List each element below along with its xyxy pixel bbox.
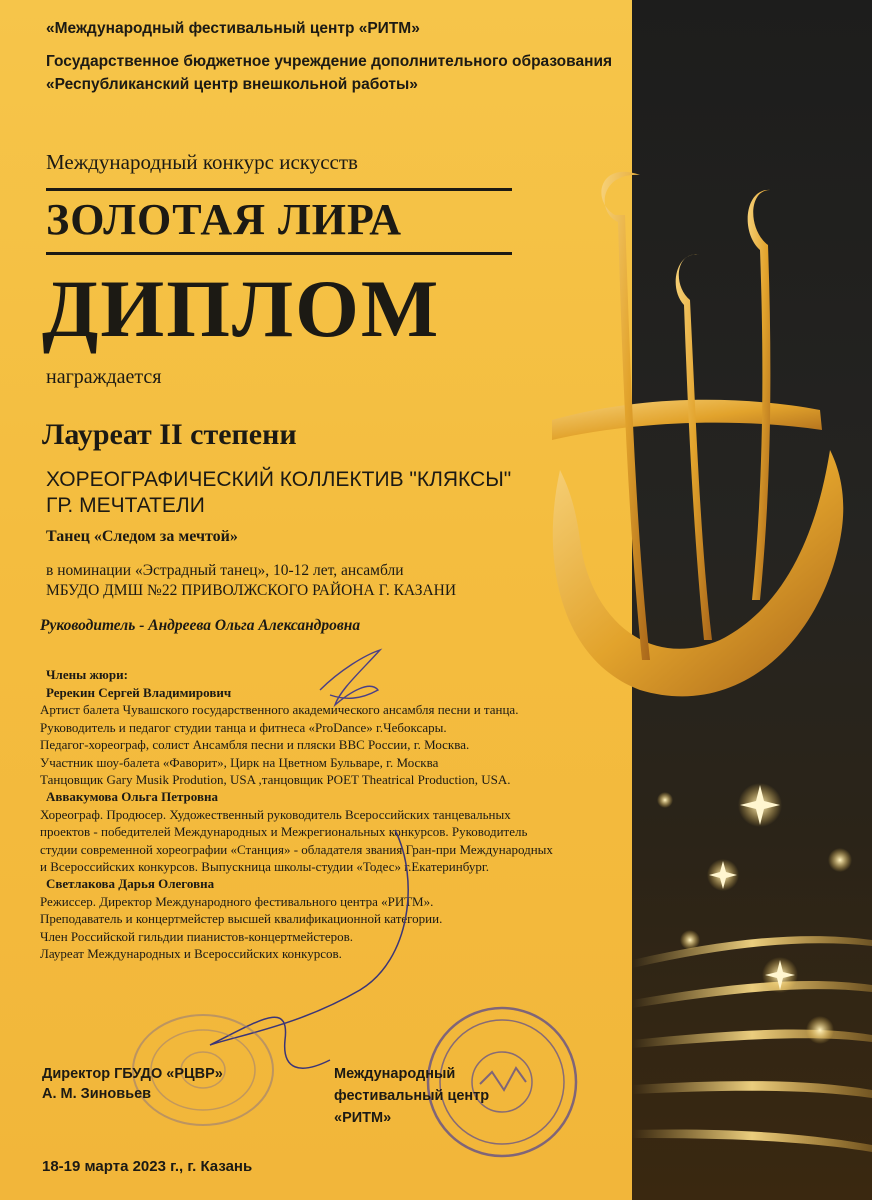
diploma-heading: ДИПЛОМ	[42, 263, 441, 354]
collective-group: ГР. МЕЧТАТЕЛИ	[46, 494, 205, 517]
org-line-3: «Республиканский центр внешкольной работы»	[46, 76, 418, 93]
awarded-label: награждается	[46, 366, 162, 388]
leader-name: Руководитель - Андреева Ольга Александровна	[40, 617, 361, 634]
festival-line-2: фестивальный центр	[334, 1088, 490, 1104]
director-name: А. М. Зиновьев	[42, 1086, 152, 1102]
nomination: в номинации «Эстрадный танец», 10-12 лет, ансамбли	[46, 562, 404, 579]
jury-member-name: Аввакумова Ольга Петровна	[46, 789, 218, 805]
jury-member-bio-line: Педагог-хореограф, солист Ансамбля песни и пляски ВВС России, г. Москва.	[40, 737, 470, 753]
laureate-degree: Лауреат II степени	[42, 418, 297, 451]
contest-name: ЗОЛОТАЯ ЛИРА	[46, 195, 403, 244]
jury-title: Члены жюри:	[46, 667, 128, 682]
jury-member-bio-line: Преподаватель и концертмейстер высшей квалификационной категории.	[40, 911, 443, 927]
jury-member-bio-line: Участник шоу-балета «Фаворит», Цирк на Цветном Бульваре, г. Москва	[40, 754, 439, 770]
dance-title: Танец «Следом за мечтой»	[46, 528, 238, 545]
festival-line-3: «РИТМ»	[334, 1110, 392, 1126]
jury-member-bio-line: Танцовщик Gary Musik Prodution, USA ,танцовщик POET Theatrical Production, USA.	[40, 772, 511, 787]
jury-member-bio-line: проектов - победителей Международных и Межрегиональных конкурсов. Руководитель	[40, 824, 528, 840]
jury-member-bio-line: студии современной хореографии «Станция» - обладателя звания Гран-при Международных	[40, 841, 553, 857]
jury-member-bio-line: Член Российской гильдии пианистов-концертмейстеров.	[40, 928, 353, 944]
jury-member-bio-line: Режиссер. Директор Международного фестивального центра «РИТМ».	[40, 893, 434, 909]
contest-title: Международный конкурс искусств	[46, 150, 358, 174]
festival-line-1: Международный	[334, 1066, 456, 1082]
date-place: 18-19 марта 2023 г., г. Казань	[42, 1158, 253, 1175]
jury-member-bio-line: и Всероссийских конкурсов. Выпускница школы-студии «Тодес» г.Екатеринбург.	[40, 859, 489, 874]
jury-member-name: Светлакова Дарья Олеговна	[46, 876, 215, 892]
jury-member-bio-line: Руководитель и педагог студии танца и фитнеса «ProDance» г.Чебоксары.	[40, 719, 447, 735]
collective-name: ХОРЕОГРАФИЧЕСКИЙ КОЛЛЕКТИВ "КЛЯКСЫ"	[46, 468, 512, 491]
org-line-2: Государственное бюджетное учреждение дополнительного образования	[46, 53, 613, 70]
jury-member-name: Ререкин Сергей Владимирович	[46, 685, 232, 700]
school-name: МБУДО ДМШ №22 ПРИВОЛЖСКОГО РАЙОНА Г. КАЗАНИ	[46, 582, 457, 599]
org-line-1: «Международный фестивальный центр «РИТМ»	[46, 20, 420, 37]
jury-member-bio-line: Лауреат Международных и Всероссийских конкурсов.	[40, 946, 342, 961]
jury-member-bio-line: Хореограф. Продюсер. Художественный руководитель Всероссийских танцевальных	[40, 806, 511, 822]
jury-member-bio-line: Артист балета Чувашского государственного академического ансамбля песни и танца.	[40, 702, 519, 718]
director-title: Директор ГБУДО «РЦВР»	[42, 1066, 223, 1082]
ritm-stamp-icon	[422, 1002, 582, 1162]
